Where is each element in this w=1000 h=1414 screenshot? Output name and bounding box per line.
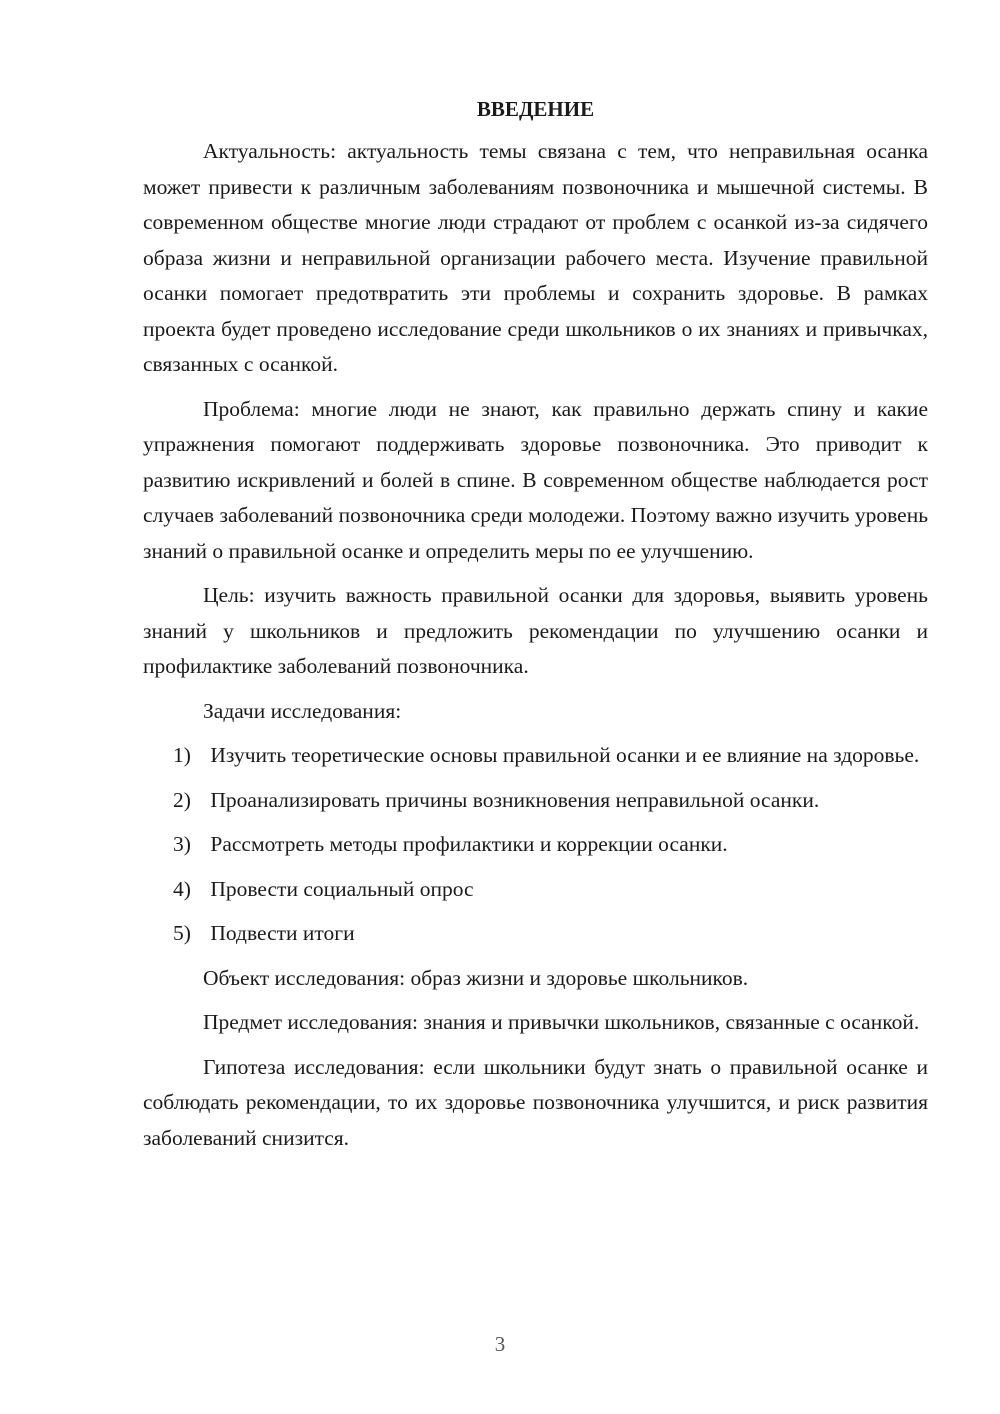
task-number: 3)	[173, 832, 191, 856]
task-number: 1)	[173, 743, 191, 767]
task-number: 2)	[173, 787, 191, 812]
task-text: Рассмотреть методы профилактики и коррекции осанки.	[210, 832, 728, 856]
task-number: 4)	[173, 876, 191, 901]
hypothesis-paragraph: Гипотеза исследования: если школьники будут знать о правильной осанке и соблюдать рекомендации, то их здоровье позвоночника улучшится, и риск развития заболеваний снизится.	[143, 1054, 928, 1150]
list-item	[143, 916, 928, 952]
task-number: 5)	[173, 921, 191, 945]
tasks-list	[143, 738, 928, 952]
document-page	[143, 92, 928, 1165]
list-item	[143, 827, 928, 863]
relevance-paragraph: Актуальность: актуальность темы связана с тем, что неправильная осанка может привести к различным заболеваниям позвоночника и мышечной системы. В современном обществе многие люди страдают от проблем с осанкой из-за сидячего образа жизни и неправильной организации рабочего места. Изучение правильной осанки помогает предотвратить эти проблемы и сохранить здоровье. В рамках проекта будет проведено исследование среди школьников о их знаниях и привычках, связанных с осанкой.	[143, 139, 928, 376]
list-item	[143, 783, 928, 819]
task-text: Проанализировать причины возникновения неправильной осанки.	[210, 787, 820, 812]
task-text: Изучить теоретические основы правильной осанки и ее влияние на здоровье.	[210, 743, 920, 767]
subject-paragraph: Предмет исследования: знания и привычки школьников, связанные с осанкой.	[203, 1010, 920, 1034]
tasks-heading: Задачи исследования:	[203, 698, 402, 723]
list-item	[143, 738, 928, 774]
document-title: ВВЕДЕНИЕ	[476, 97, 595, 121]
list-item	[143, 872, 928, 908]
object-paragraph: Объект исследования: образ жизни и здоровье школьников.	[203, 965, 749, 990]
goal-paragraph: Цель: изучить важность правильной осанки для здоровья, выявить уровень знаний у школьников и предложить рекомендации по улучшению осанки и профилактике заболеваний позвоночника.	[143, 583, 928, 678]
problem-paragraph: Проблема: многие люди не знают, как правильно держать спину и какие упражнения помогают поддерживать здоровье позвоночника. Это приводит к развитию искривлений и болей в спине. В современном обществе наблюдается рост случаев заболеваний позвоночника среди молодежи. Поэтому важно изучить уровень знаний о правильной осанке и определить меры по ее улучшению.	[143, 396, 928, 563]
page-number: 3	[494, 1332, 506, 1356]
task-text: Провести социальный опрос	[210, 876, 474, 901]
task-text: Подвести итоги	[210, 921, 355, 945]
